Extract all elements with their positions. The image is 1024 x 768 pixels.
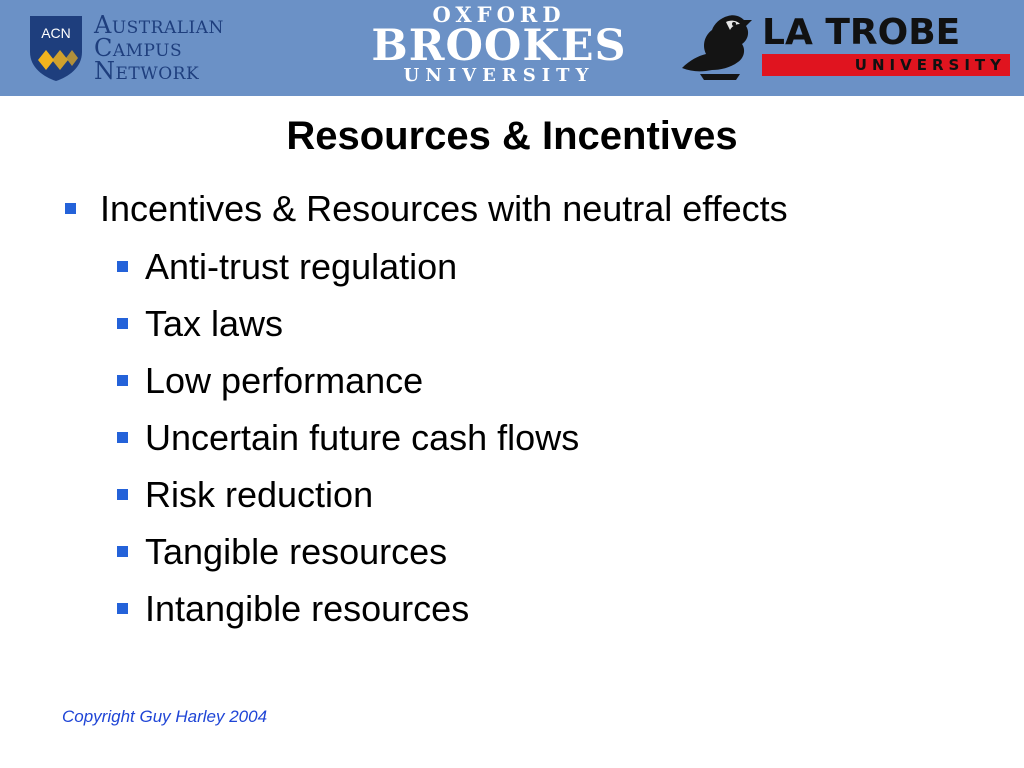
- acn-shield-icon: [28, 14, 84, 82]
- brookes-line-brookes: BROOKES: [371, 21, 627, 71]
- square-bullet-icon: [117, 318, 128, 329]
- square-bullet-icon: [117, 546, 128, 557]
- square-bullet-icon: [65, 203, 76, 214]
- acn-wordmark: [94, 11, 224, 85]
- square-bullet-icon: [117, 489, 128, 500]
- copyright-footer: Copyright Guy Harley 2004: [62, 707, 268, 726]
- square-bullet-icon: [117, 375, 128, 386]
- sub-bullet-text: Low performance: [145, 360, 424, 401]
- brookes-line-oxford: OXFORD: [432, 2, 566, 27]
- acn-line: Australian: [94, 11, 224, 39]
- la-trobe-name: LA TROBE: [762, 12, 961, 53]
- sub-bullet-text: Intangible resources: [145, 588, 470, 629]
- sub-bullet-text: Risk reduction: [145, 474, 374, 515]
- la-trobe-logo: [680, 10, 1016, 84]
- acn-line: Campus: [94, 34, 183, 62]
- square-bullet-icon: [117, 432, 128, 443]
- brookes-line-university: UNIVERSITY: [403, 65, 595, 86]
- bullet-text: Incentives & Resources with neutral effects: [100, 188, 788, 229]
- sub-bullet-text: Tax laws: [145, 303, 284, 344]
- sub-bullet-text: Anti-trust regulation: [145, 246, 458, 287]
- acn-logo: [28, 11, 260, 85]
- square-bullet-icon: [117, 261, 128, 272]
- la-trobe-university-bar: UNIVERSITY: [762, 54, 1010, 76]
- acn-line: Network: [94, 57, 200, 85]
- eagle-icon: [680, 10, 764, 82]
- acn-abbr: ACN: [41, 25, 71, 41]
- sub-bullet-text: Tangible resources: [145, 531, 448, 572]
- header-banner: [0, 0, 1024, 96]
- sub-bullet-text: Uncertain future cash flows: [145, 417, 580, 458]
- slide-title: Resources & Incentives: [286, 114, 738, 158]
- oxford-brookes-logo: [346, 4, 652, 90]
- square-bullet-icon: [117, 603, 128, 614]
